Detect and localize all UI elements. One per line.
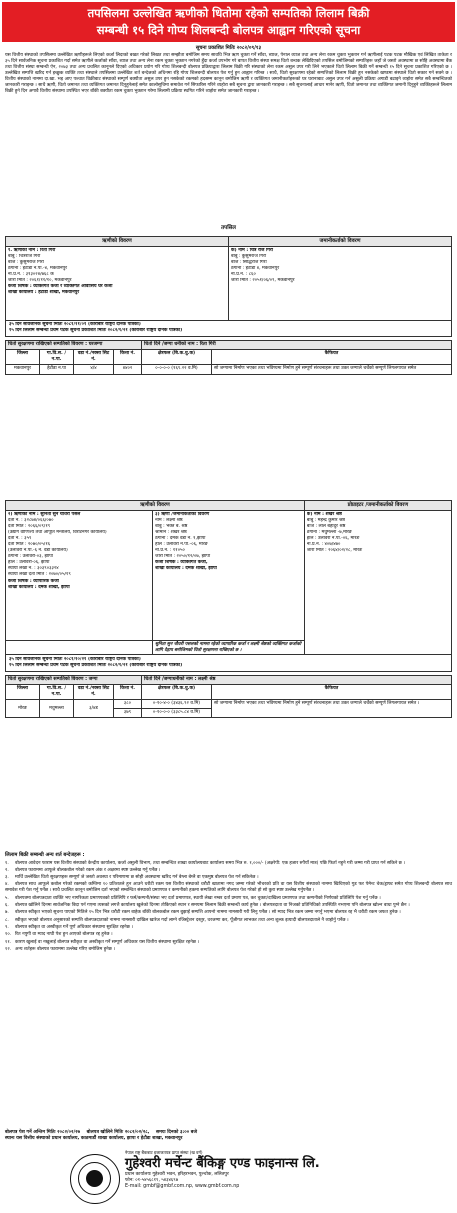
co-borrower-name: नाम : लक्ष्मी श्रेष्ठ [155,517,183,523]
guarantor-father: बाबु : कुसुमराज गिरी [231,253,267,259]
property-2-header: धितो सुरक्षणमा राखिएको सम्पतिको विवरण : जग्गा [6,675,142,684]
cell-plot: ४४०२ [114,365,142,374]
property-header: धितो सुरक्षणमा राखिएको सम्पतिको विवरण : घरजग्गा [6,340,142,349]
proprietor-address: ठेगाना : मधुमल्ला -७,मोरङ [306,530,352,536]
submit-deadline: बोलपत्र पेश गर्ने अन्तिम मितिः २०८२/०२/२७ [5,1130,81,1135]
cell-ward: ४/४ [74,365,114,374]
cell-area: ०-०-०-० (१६९.२२ व.मि) [142,365,212,374]
firm-name: २) ऋणीको नाम : सुनिता सुन चौधरी पसल [8,511,81,517]
title-line-2: सम्बन्धी १५ दिने गोप्य शिलबन्दी बोलपत्र आह्वान गरिएको सूचना [96,23,361,37]
reg-office-1: (उद्योग वाणिज्य तथा आपूर्ति मन्त्रालय, विराटनगर कार्यालय) [8,530,107,536]
cell-area: ०-१०-४-० (३४३६.९२ व.मि) [142,700,212,709]
col-plot: कित्ता नं. [114,350,142,365]
borrower-2-details [6,510,153,640]
firm-address: ठेगाना : उर्लावरी-०३, झापा [8,554,53,560]
opening-place: स्थानः यस वित्तीय संस्थाको प्रधान कार्यालय, काठमाडौं शाखा कार्यालय, झापा र हेटौडा शाखा, मकवानपुर [5,1136,183,1142]
table-row [6,365,452,374]
proprietor-current: हाल : उर्लावरी न.पा.-०६, मोरङ [306,536,360,542]
reg-date-2: दर्ता मिति : २०७०/०५/१६ [8,542,51,548]
co-borrower-branch: शाखा कार्यालय : दमक शाखा, झापा [155,566,217,572]
landowner-header: धितो दिने /जग्गा धनीको नाम : रिता गिरी [142,340,452,349]
terms-heading: लिलाम बिक्री सम्बन्धी अन्य शर्त बन्देजहरू : [5,852,85,858]
title-line-1: तपसिलमा उल्लेखित ऋणीको धितोमा रहेको सम्पतिको लिलाम बिक्री [87,6,370,20]
property-2-table [5,675,452,719]
proprietor-grandfather: बाजे : लाल बहादुर श्रेष्ठ [306,523,346,529]
col-ward: वडा नं./नक्सा सिट नं. [74,684,114,699]
term-item: ११. कारण खुलाई वा नखुलाई बोलपत्र स्वीकृत वा अस्वीकृत गर्ने सम्पूर्ण अधिकार यस वित्तीय संस्थामा सुरक्षित रहनेछ । [5,939,200,945]
proprietor-header: प्रोप्राइटर /जमानीकर्ताको विवरण [304,501,451,511]
term-item: ८. स्वीकृत भएको बोलपत्र अनुसारको सम्पत्ति बोलपत्रदाताको नाममा नामसारी दाखिल खारेज गर्दा लाग्ने रजिस्ट्रेशन दस्तुर, धरजग्गा कर, पूँजीगत लाभकर तथा अन्य शुल्क इत्यादी बोलपत्रदाताले नै व्यहोर्नु पर्नेछ । [5,917,349,923]
borrower-loan-title: कर्जा शिर्षक : व्यक्तिगत कर्जा र व्यक्तिगत आवासिय घर कर्जा [8,284,113,290]
cell-district: मकवानपुर [6,365,40,374]
borrower-header: ऋणीको विवरण [6,237,229,247]
term-item: २. बोलपत्र फाराममा आफूले बोलकबोल गरेको रकम अंक र अक्षरमा स्पष्ट उल्लेख गर्नु पर्नेछ । [5,867,161,873]
col-remarks: कैफियत [212,684,452,699]
auction-terms [5,852,452,954]
notice-15-day: १५ दिने लिलाम सम्बन्धी प्रथम पटक सूचना प्रकाशित मितिः २०८२/१/२१ (कारोबार राष्ट्रिय दैनिक पत्रिका) [9,328,183,334]
opening-time: समयः दिनको ३:०० बजे [155,1130,197,1135]
cell-plot: ३८० [114,700,142,709]
company-name: गुहेश्वरी मर्चेन्ट बैंकिङ्ग एण्ड फाइनान्स लि. [125,1155,320,1171]
notice-date: सूचना प्रकाशित मितिः २०८२/०९/१३ [195,45,262,51]
col-area: क्षेत्रफल (बि.क.धु.क) [142,350,212,365]
col-ward: वडा नं./नक्सा सिट नं. [74,350,114,365]
reg-office-2: (उर्लावरी न.पा.-६ न. वडा कार्यालय) [8,548,68,554]
property-1-table [5,340,452,375]
co-borrower-loan: कर्जा शिर्षक : व्यक्तिगत कर्जा, [155,560,208,566]
opening-date: बोलपत्र खोलिने मितिः २०८२/०२/२८, [86,1130,150,1135]
reg-no-2: दर्ता नं. : ३५९ [8,536,32,542]
col-district: जिल्ला [6,684,40,699]
term-item: ४. बोलपत्र साथ आफूले कबोल गरेको रकमको कम्तिमा १० प्रतिशतले हुन आउने धरौटी रकम यस वित्तीय संस्थाको धरौटी खातामा नगद जम्मा गरेको भौचरको प्रति वा यस वित्तीय संस्थाको नाममा खिचिएको गुड फर पेमेन्ट चेक/ड्राफ्ट समेत गोप्य शिलबन्दी बोलपत्र साथ समावेश गरी पेश गर्नु पर्नेछ । साथै प्रचलित कानून बमोजिम दर्ता भएको सम्बन्धित संस्थाको प्रमाणपत्र र कम्पनीको हकमा सम्पतिको लागि बोलपत्र पेश गरेको हो सो कुरा स्पष्ट उल्लेख गर्नुपर्नेछ । [5,882,452,894]
co-borrower-husband: श्रीमान : शेखर श्रेष्ठ [155,530,187,536]
notice-dates-box-2 [6,655,452,671]
term-item: १. बोलपत्र आवेदन फाराम यस वित्तीय संस्थाको केन्द्रीय कार्यालय, कर्जा असुली विभाग, तथा सम्बन्धित शाखा कार्यालयबाट कार्यालय समय भित्र रु. १,०००/- (अक्षरेपी: एक हजार रुपैयाँ मात्र) पछि फिर्ता नहुने गरी जम्मा गरी प्राप्त गर्न सकिने छ । [5,860,406,866]
borrower-2-header: ऋणीको विवरण [6,501,305,511]
cell-plot: ३७९ [114,709,142,718]
term-item: ५. बोलपत्रमा बोलपत्रदाता व्यक्ति भए नागरिकता प्रमाणपत्रको प्रतिलिपि र फर्म/कम्पनी/संस्था भए दर्ता प्रमाणपत्र, स्थायी लेखा नम्बर दर्ता प्रमाण पत्र, कर चुक्ता/दाखिला प्रमाणपत्र तथा कम्पनीको निर्णयको प्रतिलिपि पेश गर्नु पर्नेछ । [5,895,381,901]
guarantor-address: ठेगाना : हेटौडा ४, मकवानपुर [231,266,280,272]
proprietor-citizenship: ना.प्र.नं. : ४०७/४७० [306,542,341,548]
co-borrower-details [153,510,305,640]
borrower-details [6,246,229,320]
proprietor-details [304,510,451,655]
borrower-2-table [5,500,452,672]
company-logo-icon [70,1154,120,1204]
borrower-address: ठेगाना : हेटौडा न.पा.-४, मकवानपुर [8,266,67,272]
firm-current-address: हाल : उर्लावरी-०६, झापा [8,560,50,566]
notice-15-day-2: १५ दिने लिलाम सम्बन्धी प्रथम पटक सूचना प्रकाशित मितिः २०८२/१/२१ (कारोबार राष्ट्रिय दैनिक पत्रिका) [9,663,183,669]
deadline-box [5,1130,452,1142]
borrower-grandfather: बाजे : कुसुमराज गिरी [8,259,44,265]
notice-35-day-2: ३५ दिने सार्वजनिक सूचना मितिः २०८१/१०/२१ (कारोबार राष्ट्रिय दैनिक पत्रिका) [9,656,141,662]
term-item: १२. अन्य शर्तहरू बोलपत्र फाराममा उल्लेख गरिए बमोजिम हुनेछ । [5,946,115,952]
notice-dates-box [6,320,452,336]
term-item: ३. मार्थि उल्लेखित धितो सुरक्षणहरू सम्पूर्ण जे जस्तो अवस्था र परिमाणमा छ सोही अवस्थामा खरिद गर्न बेग्ला बेग्लै वा एकमुष्ठ बोलपत्र पेश गर्न सकिनेछ । [5,875,259,881]
proprietor-issue: जारी मिति : २०६४/०२/२८, मोरङ [306,548,363,554]
cell-area: ०-१०-०-० (३३८५.८४ व.मि) [142,709,212,718]
borrower-1-table [5,236,452,337]
borrower-father: बाबु : चित्रराज गिरी [8,253,41,259]
cell-vdc: हेटौडा न.पा [40,365,74,374]
co-borrower-heading: ३) ऋणी /जमानीकर्ताको विवरण [155,511,210,517]
company-tagline: नेपाल राष्ट्र बैंकबाट इजाजतपत्र प्राप्त संस्था (ख वर्ग) [125,1150,203,1155]
cell-remarks: सो जग्गामा निर्माण भएका तथा भविष्यमा निर्माण हुने सम्पूर्ण संरचनाहरू तथा उक्त जग्गाले चर्चेको सम्पूर्ण लिगलगायत समेत । [212,700,452,718]
co-borrower-father: बाबु : भक्त ब. श्रेष्ठ [155,523,188,529]
co-borrower-citizenship: ना.प्र.नं. : ११०५० [155,548,185,554]
company-phone: फोन: ०१-५४५६८१९, ५४३४६९७ [125,1177,179,1183]
co-borrower-address: ठेगाना : दमक वडा नं. १,झापा [155,536,206,542]
guarantor-grandfather: बाजे : सिद्धिराज गिरी [231,259,267,265]
term-item: ६. बोलपत्र खोलिने दिनमा सार्वजनिक बिदा पर्न गएमा त्यसको लगत्तै कार्यालय खुलेको दिनमा तोकिएको स्थान र समयमा लिलाम बिक्री सम्बन्धी कार्य हुनेछ । बोलपत्रदाता वा निजको प्रतिनिधिको उपस्थिति नभएमा पनि बोलपत्र खोल्न बाधा पुग्ने छैन । [5,903,410,909]
col-vdc: गा.वि.स. / न.पा. [40,684,74,699]
proprietor-name: क) नाम : शेखर श्रेष्ठ [306,511,342,517]
guarantor-issue-date: जारी मिति : २०५१/०६/०९, मकवानपुर [231,278,295,284]
cell-remarks: सो जग्गामा निर्माण भएका तथा भविष्यमा निर्माण हुने सम्पूर्ण संरचनाहरू तथा उक्त जग्गाले चर्चेको सम्पूर्ण लिगलगायत समेत [212,365,452,374]
term-item: १०. रित नपुगी वा म्याद नाघी पेश हुन आएको बोलपत्र रद्द हुनेछ । [5,932,113,938]
borrower-issue-date: जारी मिति : २०६१/११/१०, मकवानपुर [8,278,72,284]
col-district: जिल्ला [6,350,40,365]
cell-vdc: मधुमल्ला [40,700,74,718]
col-remarks: कैफियत [212,350,452,365]
col-area: क्षेत्रफल (बि.क.धु.क) [142,684,212,699]
co-borrower-current: हाल : उर्लावरी न.पा.-०६, मोरङ [155,542,208,548]
proprietor-father: बाबु : महेन्द्र कुमार श्रेष्ठ [306,517,345,523]
section-2-borrower [5,500,452,718]
borrower-citizenship: ना.प्र.नं. : ३१३०२४/७६८ क [8,272,54,278]
landowner-2-header: धितो दिने /जग्गाधनीको नाम : लक्ष्मी श्रेष्ठ [142,675,452,684]
company-address: प्रधान कार्यालयः गुहेश्वरी भवन, हरिहरभवन, पुल्चोक, ललितपुर [125,1171,229,1177]
guarantor-citizenship: ना.प्र.नं. : ८६० [231,272,256,278]
section-1-borrower [5,236,452,375]
cell-ward: ३/४ड [74,700,114,718]
cell-district: मोरङ [6,700,40,718]
firm-branch: शाखा कार्यालय : दमक शाखा, झापा [8,584,70,590]
guarantor-name: क) नाम : चित्र राज गिरी [231,247,273,253]
borrower-name: १. ऋणीको नाम : रिता गिरी [8,247,56,253]
col-vdc: गा.वि.स. / न.पा. [40,350,74,365]
guarantor-details [229,246,452,320]
notice-title-banner [2,2,455,42]
intro-paragraph: यस वित्तीय संस्थाको तपसिलमा उल्लेखित ऋणीहरूले लिएको कर्जा लिदाको बखत गरेको लिखत तथा सम्झौता बमोजिम समय सावधि भित्र ऋण चुक्ता गर्ने साँवा, ब्याज, पेनाल व्याज तथा अन्य लेना रकम चुक्ता भुक्तान गर्न ऋणीलाई पटक पटक मौखिक एवं लिखित ताकेता र ३५ दिने सार्वजनिक सूचना प्रकाशित गर्दा समेत ऋणीले कर्जाको साँवा, ब्याज तथा अन्य लेना रकम चुक्ता भुक्तान नगरेको हुँदा कर्जा उपभोग गरे बापत वित्तीय संस्था समक्ष धितो बन्धक लेखिदिएको तपसिल बमोजिमको सम्पतिहरू जहाँ जे जस्तो अवस्थामा छ सोहि अवस्थामा बैंक तथा वित्तीय संस्था सम्बन्धी ऐन, २०७३ तथा अन्य प्रचलित कानूनले दिएको अधिकार प्रयोग गरि गोप्य शिलबन्दी बोलपत्र प्रक्रियाद्वारा लिलाम बिक्री गरि संस्थाको लेना रकम असुल उपर गरी लिने भएकाले धितो लिलाम बिक्री गर्ने सम्बन्धी १५ दिने सूचना प्रकाशित गरिएको छ । उल्लेखित सम्पत्ति खरिद गर्न इच्छुक व्यक्ति तथा संस्थाले तपसिलमा उल्लेखित शर्त बन्देजको अधिनमा रहि गोप्य शिलबन्दी बोलपत्र पेश गर्नु हुन आह्वान गरिन्छ । साथै, धितो सुरक्षणमा रहेको सम्पत्तिको लिलाम बिक्री हुन नसकेको खण्डमा संस्थाले धितो सकार गर्न सक्ने छ । वित्तीय संस्थाको नाममा दा.खा. भइ आए पश्चात विक्रीबाट संस्थाको सम्पूर्ण बक्यौता असुल उपर हुन नसकेको रकमको हदसम्म कानून बमोजिम ऋणी र व्यक्तिगत जमानीकर्ताहरूको घर घरानाबाट असुल उपर गर्न असुली प्रक्रिया अगाडी बढाइने व्यहोरा समेत सबै सम्बन्धितको जानकारी गराइन्छ । साथै ऋणी, धितो जमानत तथा व्यक्तिगत जमानत दिनुहुनेलाई समेत कालोसूचिमा समावेश गर्न सिफारिस गरिने व्यहोरा सबै सूचना द्वारा जानकारी गराइन्छ । सबै सूचनालाई आधार मानेर ऋणी, धितो जमानत तथा व्यक्तिगत जमानी दिनुहुने व्यक्तिहरूले लिलाम बिक्री हुने दिन अगावै वित्तीय संस्थामा उपस्थित भएर बाँकी बक्यौता रकम चुक्ता भुक्तान गरेमा लिलामी प्रक्रिया स्थगित गरिने व्यहोरा समेत जानकारी गराइन्छ । [5,53,452,95]
table-row [6,700,452,709]
company-web: E-mail: gmbf@gmbf.com.np, www.gmbf.com.np [125,1183,240,1189]
tapsil-heading: तपसिल [221,225,236,231]
term-item: ९. बोलपत्र स्वीकृत वा अस्वीकृत गर्ने पूर्ण अधिकार संस्थामा सुरक्षित रहनेछ । [5,924,134,930]
pan-no: स्थायी लेखा नं. : ३०३९०३३२४ [8,566,59,572]
reg-no-1: दर्ता नं. : ३२८७४/०६६/०७० [8,517,54,523]
pan-date: स्थायी लेखा दर्ता मिति : २०७०/०५/१९ [8,572,71,578]
guarantee-note: सुनिता सुन चौधरी पसलको नाममा रहेको व्यापारिक कर्जा र लक्ष्मी श्रेष्ठको व्यक्तिगत कर्जाको लागि देहाय बमोजिमको धितो सुरक्षणमा राखिएको छ । [153,640,305,655]
term-item: ७. बोलपत्र स्वीकृत भएको सूचना पाएको मितिले १५ दिन भित्र धरौटी रकम बाहेक बाँकी बोलकबोल रकम बुझाई सम्पत्ति आफ्नो नाममा नामसारी गरी लिनु पर्नेछ । सो म्याद भित्र रकम जम्मा नगर्नु भएमा बोलपत्र रद्द भै धरौटी रकम जफत हुनेछ । [5,910,401,916]
col-plot: कित्ता नं. [114,684,142,699]
notice-35-day: ३५ दिने सार्वजनिक सूचना मितिः २०८१/११/०१ (कारोबार राष्ट्रिय दैनिक पत्रिका) [9,322,141,328]
guarantor-header: जमानीकर्ताको विवरण [229,237,452,247]
borrower-branch: शाखा कार्यालय : हेटौडा शाखा, मकवानपुर [8,290,80,296]
reg-date-1: दर्ता मिति : २०६६/०९/१९ [8,523,51,529]
firm-loan-title: कर्जा शिर्षक : व्यापारिक कर्जा [8,578,59,584]
co-borrower-issue: जारी मिति : २०५०/१२/०७, झापा [155,554,211,560]
company-footer [125,1150,445,1190]
